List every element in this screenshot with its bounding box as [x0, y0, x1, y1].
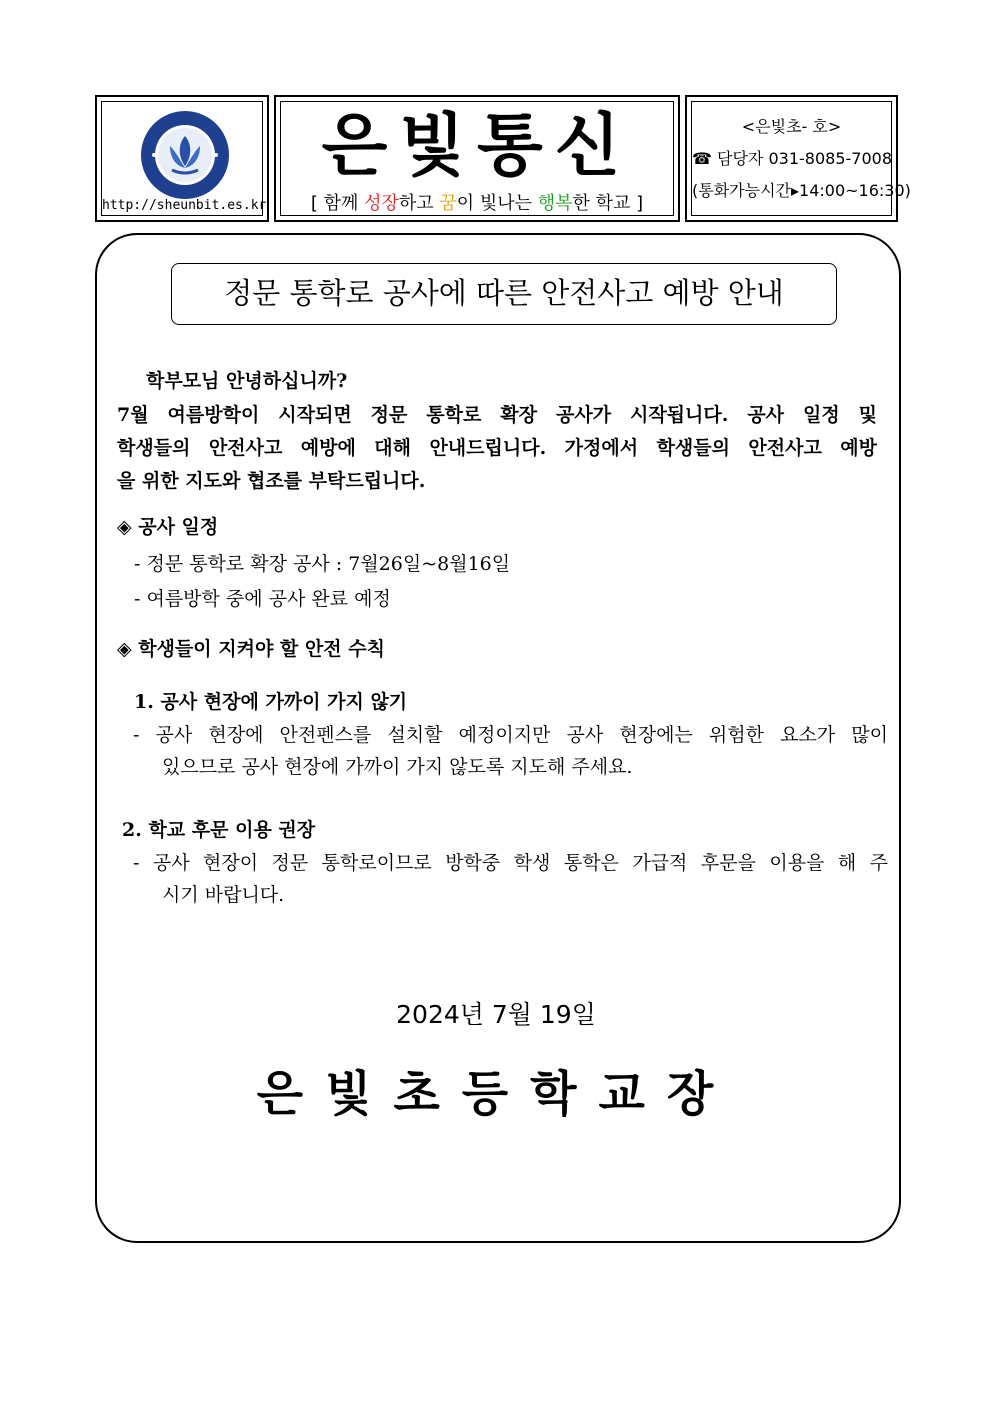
rule-1-line-2: 있으므로 공사 현장에 가까이 가지 않도록 지도해 주세요. [162, 756, 633, 778]
contact-box [685, 95, 911, 222]
schedule-item: - 여름방학 중에 공사 완료 예정 [134, 588, 391, 610]
intro-line-2: 학생들의 안전사고 예방에 대해 안내드립니다. 가정에서 학생들의 안전사고 예방 [117, 437, 877, 459]
notice-subject: 정문 통학로 공사에 따른 안전사고 예방 안내 [171, 263, 837, 325]
principal-signature: 은빛초등학교장 [256, 1066, 736, 1122]
rule-2-title: 2. 학교 후문 이용 권장 [122, 819, 316, 841]
slogan-word-dream: 꿈 [439, 193, 457, 214]
slogan-part: 한 학교 ] [572, 193, 644, 214]
intro-line-1: 7월 여름방학이 시작되면 정문 통학로 확장 공사가 시작됩니다. 공사 일정 및 [117, 404, 877, 426]
school-slogan [281, 189, 673, 215]
title-frame [280, 101, 674, 216]
slogan-part: 하고 [398, 193, 440, 214]
rule-2-line-2: 시기 바랍니다. [162, 884, 285, 906]
logo-frame [101, 101, 267, 216]
rule-1-title: 1. 공사 현장에 가까이 가지 않기 [134, 691, 408, 713]
rule-1-line-1: - 공사 현장에 안전펜스를 설치할 예정이지만 공사 현장에는 위험한 요소가 많이 [133, 724, 888, 746]
schedule-heading: ◈ 공사 일정 [117, 516, 219, 538]
title-box [274, 95, 680, 222]
rule-2-line-1: - 공사 현장이 정문 통학로이므로 방학중 학생 통학은 가급적 후문을 이용을 해 주 [133, 852, 888, 874]
slogan-part: [ 함께 [310, 193, 365, 214]
intro-line-3: 을 위한 지도와 협조를 부탁드립니다. [117, 470, 426, 492]
notice-date: 2024년 7월 19일 [396, 1000, 596, 1029]
schedule-item: - 정문 통학로 확장 공사 : 7월26일~8월16일 [134, 553, 511, 575]
logo-box [95, 95, 269, 222]
school-emblem-icon [140, 110, 230, 200]
newsletter-title: 은빛통신 [321, 107, 633, 186]
call-hours: (통화가능시간▸14:00~16:30) [692, 181, 911, 200]
slogan-word-happiness: 행복 [537, 193, 573, 214]
contact-phone: ☎ 담당자 031-8085-7008 [692, 149, 892, 168]
issue-number: <은빛초- 호> [741, 117, 842, 136]
greeting: 학부모님 안녕하십니까? [146, 370, 348, 392]
contact-frame [691, 101, 911, 216]
slogan-word-growth: 성장 [364, 193, 399, 214]
slogan-part: 이 빛나는 [456, 193, 538, 214]
rules-heading: ◈ 학생들이 지켜야 할 안전 수칙 [117, 638, 385, 660]
school-url[interactable]: http://sheunbit.es.kr [102, 198, 267, 213]
